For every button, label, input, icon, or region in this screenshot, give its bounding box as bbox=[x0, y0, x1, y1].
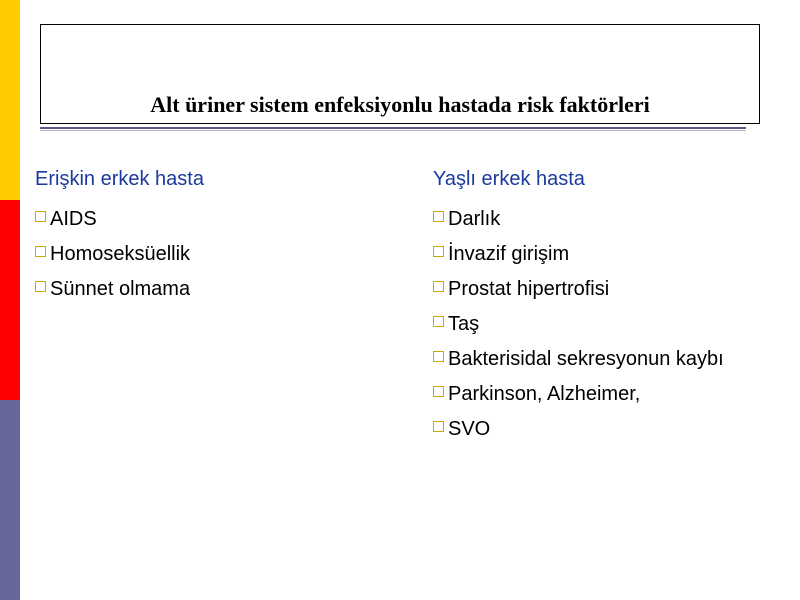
sidebar-stripe-red bbox=[0, 200, 20, 400]
right-column-heading: Yaşlı erkek hasta bbox=[433, 168, 585, 190]
slide-title: Alt üriner sistem enfeksiyonlu hastada risk faktörleri bbox=[150, 92, 650, 117]
hollow-square-icon bbox=[433, 281, 444, 292]
list-item-text: Parkinson, Alzheimer, bbox=[448, 382, 641, 405]
title-box bbox=[40, 24, 760, 124]
list-item bbox=[433, 306, 793, 341]
list-item bbox=[35, 201, 415, 236]
list-item-text: AIDS bbox=[50, 207, 97, 230]
list-item-text: Darlık bbox=[448, 207, 501, 230]
list-item-text: Bakterisidal sekresyonun kaybı bbox=[448, 347, 724, 370]
hollow-square-icon bbox=[433, 386, 444, 397]
list-item bbox=[433, 236, 793, 271]
list-item bbox=[433, 341, 793, 376]
hollow-square-icon bbox=[35, 211, 46, 222]
list-item bbox=[35, 271, 415, 306]
list-item-text: Sünnet olmama bbox=[50, 277, 191, 300]
list-item bbox=[433, 271, 793, 306]
hollow-square-icon bbox=[35, 246, 46, 257]
hollow-square-icon bbox=[35, 281, 46, 292]
hollow-square-icon bbox=[433, 351, 444, 362]
list-item-text: İnvazif girişim bbox=[448, 242, 570, 265]
hollow-square-icon bbox=[433, 421, 444, 432]
hollow-square-icon bbox=[433, 211, 444, 222]
list-item-text: Homoseksüellik bbox=[50, 242, 191, 265]
left-bullet-list bbox=[35, 201, 415, 306]
title-underline-shadow bbox=[40, 130, 746, 131]
list-item bbox=[433, 376, 793, 411]
list-item-text: SVO bbox=[448, 417, 491, 440]
right-bullet-list bbox=[433, 201, 793, 446]
list-item-text: Taş bbox=[448, 312, 480, 335]
left-column-heading: Erişkin erkek hasta bbox=[35, 168, 204, 190]
sidebar-stripe-yellow bbox=[0, 0, 20, 200]
title-underline bbox=[40, 127, 746, 129]
list-item bbox=[433, 201, 793, 236]
list-item bbox=[35, 236, 415, 271]
left-column bbox=[35, 166, 415, 306]
sidebar-stripe-blue bbox=[0, 400, 20, 600]
hollow-square-icon bbox=[433, 246, 444, 257]
right-column bbox=[433, 166, 793, 446]
list-item bbox=[433, 411, 793, 446]
list-item-text: Prostat hipertrofisi bbox=[448, 277, 610, 300]
hollow-square-icon bbox=[433, 316, 444, 327]
